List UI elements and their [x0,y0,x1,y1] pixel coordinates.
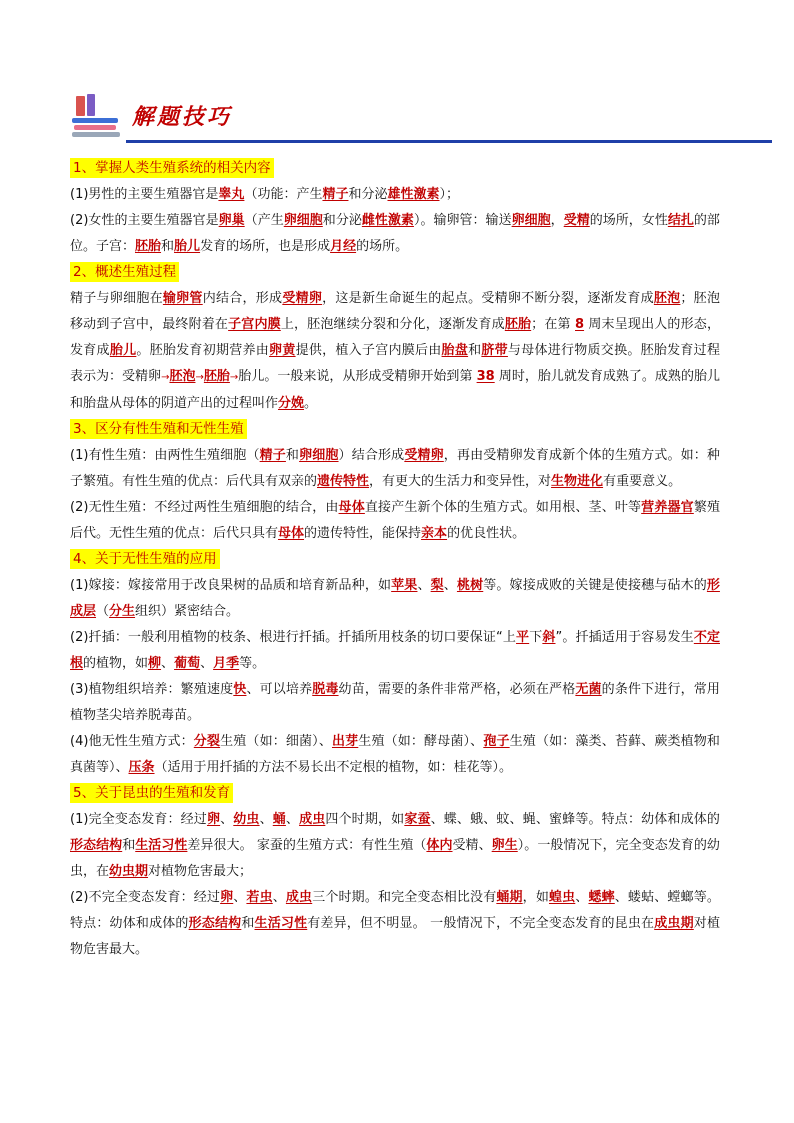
text-run: 、 [220,812,234,827]
text-run: 上，胚泡继续分裂和分化，逐渐发育成 [280,317,505,332]
text-run: 精子与卵细胞在 [70,291,163,306]
page-title: 解题技巧 [132,104,233,130]
keyword-blank: 苹果 [391,578,418,593]
keyword-blank: 胚胎 [135,239,162,254]
text-run: 的遗传特性，能保持 [304,526,422,541]
text-run: 的场所。 [356,239,409,254]
keyword-blank: 胚泡 [169,369,196,384]
text-run: 、 [259,812,273,827]
text-run: 、蝼蛄、螳螂等。特点：幼体和成体的 [70,890,720,931]
body-paragraph [70,495,720,547]
text-run: 生殖（如：酵母菌）、 [358,734,484,749]
keyword-blank: 输卵管 [162,291,203,306]
keyword-blank: 受精卵 [282,291,323,306]
text-run: 有重要意义。 [603,474,682,489]
keyword-blank: 分裂 [193,734,221,749]
text-run: 等。 [239,656,266,671]
text-run: (2)无性生殖：不经过两性生殖细胞的结合，由 [70,500,339,515]
keyword-blank: 卵细胞 [511,213,551,228]
text-run: ；胚泡移动到子宫中，最终附着在 [70,291,720,332]
keyword-blank: 无菌 [575,682,602,697]
text-run: 的植物，如 [83,656,149,671]
text-run: (2)女性的主要生殖器官是 [70,213,219,228]
keyword-blank: 蛹 [272,812,286,827]
text-run: ）。输卵管：输送 [413,213,512,228]
text-run: 和 [122,838,136,853]
keyword-blank: 分生 [109,604,136,619]
text-run: ， [550,213,564,228]
text-run: 幼苗，需要的条件非常严格，必须在严格 [338,682,576,697]
keyword-blank: 胚胎 [203,369,230,384]
text-run: ，再由受精卵发育成新个体的生殖方式。如：种子繁殖。有性生殖的优点：后代具有双亲的 [70,448,720,489]
body-paragraph [70,208,720,260]
text-run: 内结合，形成 [202,291,283,306]
text-run: 的条件下进行，常用植物茎尖培养脱毒苗。 [70,682,720,723]
text-run: 、 [233,890,247,905]
text-run: 下 [529,630,543,645]
keyword-blank: 不定根 [70,630,720,671]
keyword-blank: 生物进化 [551,474,604,489]
keyword-blank: 胎盘 [441,343,469,358]
text-run: 等。嫁接成败的关键是使接穗与砧木的 [483,578,707,593]
text-run: ）。一般情况下，完全变态发育的幼虫，在 [70,838,720,879]
keyword-blank: 胚泡 [653,291,681,306]
keyword-blank: 遗传特性 [317,474,370,489]
text-run: (2)扦插：一般利用植物的枝条、根进行扦插。扦插所用枝条的切口要保证“上 [70,630,517,645]
section-heading: 1、掌握人类生殖系统的相关内容 [70,158,274,178]
keyword-blank: 斜 [542,630,556,645]
keyword-blank: 脐带 [481,343,508,358]
text-run: ，有更大的生活力和变异性，对 [369,474,552,489]
keyword-blank: 母体 [278,526,305,541]
keyword-blank: 幼虫期 [109,864,149,879]
text-run: (1)完全变态发育：经过 [70,812,207,827]
body-paragraph [70,443,720,495]
text-run: 的优良性状。 [447,526,526,541]
text-run: 对植物危害最大； [148,864,253,879]
text-run: ）； [439,187,460,202]
keyword-blank: 38 [476,369,495,384]
content-body [70,156,720,963]
keyword-blank: 营养器官 [641,500,694,515]
keyword-blank: 卵细胞 [299,448,339,463]
keyword-blank: 睾丸 [218,187,245,202]
text-run: (1)有性生殖：由两性生殖细胞（ [70,448,260,463]
body-paragraph [70,885,720,963]
keyword-blank: 月季 [213,656,240,671]
text-run: 、 [272,890,286,905]
keyword-blank: 生活习性 [135,838,188,853]
text-run: 和分泌 [322,213,362,228]
header-divider [126,140,772,143]
text-run: 胎儿。一般来说，从形成受精卵开始到第 [238,369,477,384]
keyword-blank: 母体 [338,500,365,515]
keyword-blank: 葡萄 [174,656,201,671]
text-run: (3)植物组织培养：繁殖速度 [70,682,234,697]
text-run: 生殖（如：藻类、苔藓、蕨类植物和真菌等）、 [70,734,720,775]
section-header [70,94,702,146]
keyword-blank: 形态结构 [70,838,123,853]
text-run: 、 [575,890,589,905]
text-run: 和 [161,239,175,254]
keyword-blank: 精子 [259,448,286,463]
text-run: 提供，植入子宫内膜后由 [295,343,442,358]
section-heading: 2、概述生殖过程 [70,262,179,282]
keyword-blank: 受精卵 [404,448,444,463]
text-run: 和 [241,916,255,931]
keyword-blank: 蝗虫 [548,890,576,905]
body-paragraph [70,729,720,781]
keyword-blank: 月经 [330,239,357,254]
section-heading: 4、关于无性生殖的应用 [70,549,220,569]
keyword-blank: 雌性激素 [361,213,414,228]
keyword-blank: 生活习性 [254,916,308,931]
text-run: 、 [443,578,457,593]
keyword-blank: 出芽 [331,734,359,749]
body-paragraph [70,807,720,885]
text-run: 、蝶、蛾、蚊、蝇、蜜蜂等。特点：幼体和成体的 [430,812,720,827]
text-run: 。胚胎发育初期营养由 [136,343,270,358]
keyword-blank: 成虫 [285,890,313,905]
keyword-blank: 快 [233,682,247,697]
keyword-blank: 蛹期 [496,890,523,905]
body-paragraph [70,573,720,625]
text-run: 四个时期，如 [325,812,405,827]
text-run: 、 [161,656,175,671]
keyword-blank: 脱毒 [312,682,339,697]
keyword-blank: 卵生 [491,838,518,853]
text-run: 差异很大。 家蚕的生殖方式：有性生殖（ [187,838,427,853]
keyword-blank: 结扎 [667,213,694,228]
keyword-blank: 胎儿 [109,343,137,358]
text-run: 周时，胎儿就发育成熟了。成熟的胎儿和胎盘从母体的阴道产出的过程叫作 [70,369,720,411]
text-run: 的场所，女性 [589,213,668,228]
text-run: 直接产生新个体的生殖方式。如用根、茎、叶等 [364,500,642,515]
text-run: 、 [285,812,300,827]
keyword-blank: 形态结构 [188,916,242,931]
keyword-blank: 蟋蟀 [588,890,615,905]
section-heading: 5、关于昆虫的生殖和发育 [70,783,233,803]
keyword-blank: 雄性激素 [387,187,440,202]
books-stack-icon [70,94,122,138]
keyword-blank: 体内 [426,838,453,853]
arrow-icon: → [161,372,170,383]
keyword-blank: 卵 [220,890,234,905]
keyword-blank: 孢子 [483,734,510,749]
arrow-icon: → [229,372,239,383]
keyword-blank: 卵黄 [269,343,296,358]
keyword-blank: 8 [575,317,585,332]
text-run: 。 [304,396,318,411]
text-run: ，这是新生命诞生的起点。受精卵不断分裂，逐渐发育成 [322,291,654,306]
keyword-blank: 卵巢 [218,213,245,228]
text-run: (4)他无性生殖方式： [70,734,194,749]
keyword-blank: 梨 [430,578,444,593]
body-paragraph [70,286,720,417]
keyword-blank: 形成层 [70,578,720,619]
body-paragraph [70,182,720,208]
text-run: 、 [417,578,431,593]
text-run: （功能：产生 [244,187,323,202]
keyword-blank: 成虫 [299,812,326,827]
text-run: ”。扦插适用于容易发生 [555,630,694,645]
keyword-blank: 成虫期 [654,916,694,931]
text-run: （产生 [244,213,284,228]
keyword-blank: 卵细胞 [283,213,323,228]
text-run: 发育的场所，也是形成 [200,239,331,254]
text-run: 和分泌 [348,187,388,202]
text-run: ；在第 [531,317,576,332]
keyword-blank: 胚胎 [504,317,532,332]
body-paragraph [70,677,720,729]
text-run: (1)男性的主要生殖器官是 [70,187,219,202]
text-run: （适用于用扦插的方法不易长出不定根的植物，如：桂花等）。 [154,760,513,775]
keyword-blank: 精子 [322,187,349,202]
text-run: ）结合形成 [338,448,405,463]
keyword-blank: 家蚕 [404,812,431,827]
text-run: 受精、 [452,838,492,853]
text-run: 组织）紧密结合。 [135,604,240,619]
text-run: ，如 [522,890,549,905]
text-run: 有差异，但不明显。 一般情况下，不完全变态发育的昆虫在 [307,916,655,931]
text-run: (2)不完全变态发育：经过 [70,890,221,905]
keyword-blank: 幼虫 [233,812,260,827]
keyword-blank: 胎儿 [174,239,201,254]
text-run: 周末呈现出人的形态，发育成 [70,317,720,358]
keyword-blank: 分娩 [278,396,305,411]
keyword-blank: 受精 [563,213,590,228]
keyword-blank: 压条 [128,760,155,775]
keyword-blank: 子宫内膜 [228,317,281,332]
text-run: 和 [468,343,482,358]
keyword-blank: 卵 [206,812,221,827]
keyword-blank: 若虫 [246,890,273,905]
text-run: 对植物危害最大。 [70,916,720,957]
keyword-blank: 桃树 [456,578,484,593]
text-run: 与母体进行物质交换。胚胎发育过程表示为：受精卵 [70,343,720,384]
text-run: (1)嫁接：嫁接常用于改良果树的品质和培育新品种，如 [70,578,392,593]
text-run: 、可以培养 [246,682,313,697]
text-run: 和 [285,448,300,463]
keyword-blank: 柳 [148,656,162,671]
text-run: 繁殖后代。无性生殖的优点：后代只具有 [70,500,720,541]
text-run: 的部位。子宫： [70,213,720,254]
body-paragraph [70,625,720,677]
arrow-icon: → [195,372,204,383]
text-run: 、 [200,656,214,671]
text-run: （ [96,604,110,619]
text-run: 生殖（如：细菌）、 [220,734,332,749]
section-heading: 3、区分有性生殖和无性生殖 [70,419,247,439]
keyword-blank: 亲本 [421,526,448,541]
keyword-blank: 平 [516,630,530,645]
text-run: 三个时期。和完全变态相比没有 [312,890,497,905]
